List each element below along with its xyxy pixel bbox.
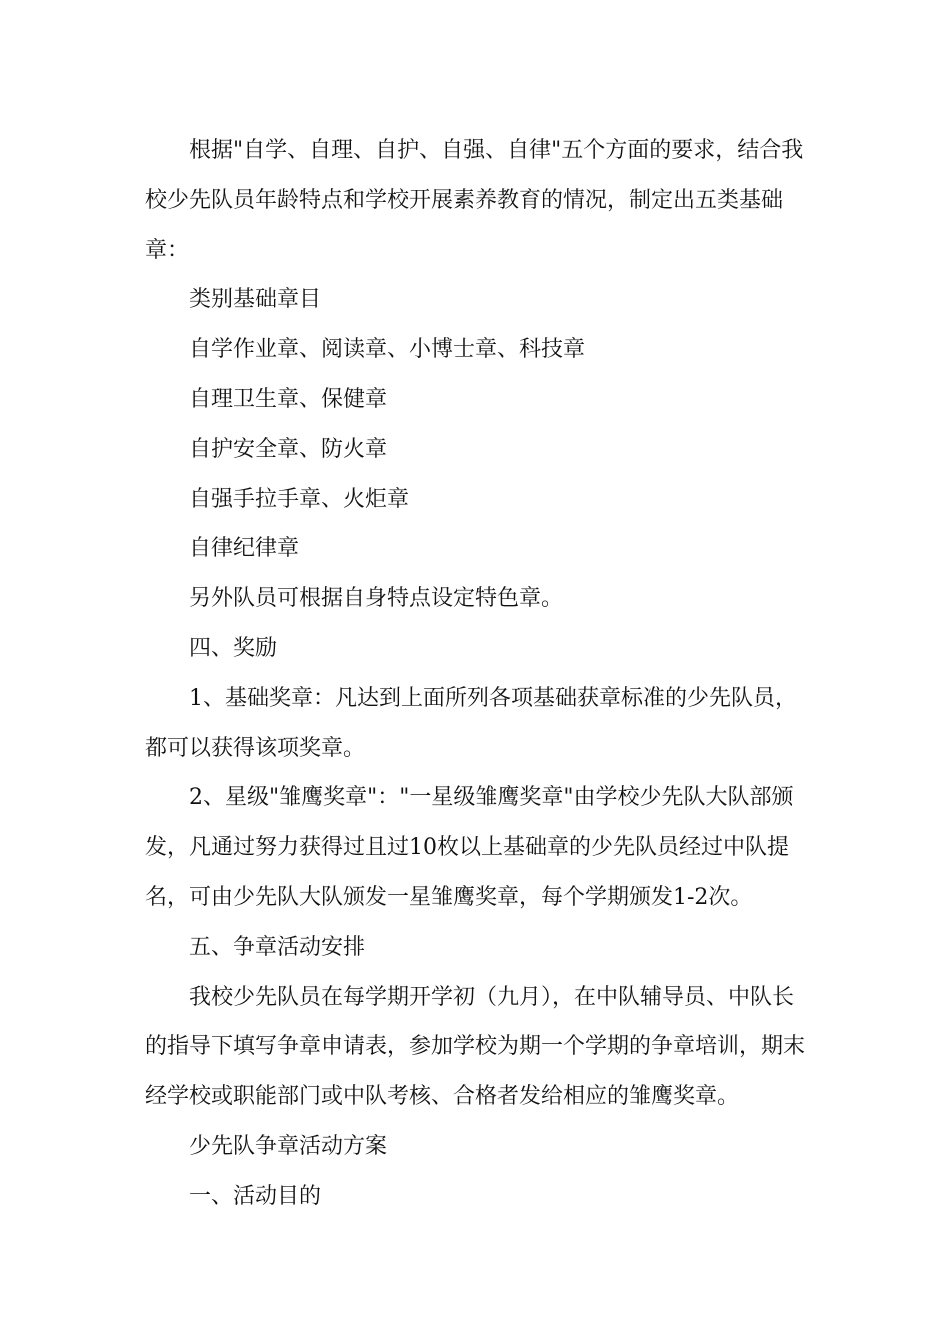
document-subtitle: 少先队争章活动方案 <box>189 1133 388 1159</box>
paragraph-self-study-badges: 自学作业章、阅读章、小博士章、科技章 <box>189 337 586 363</box>
paragraph-self-strength-badges: 自强手拉手章、火炬章 <box>189 486 410 512</box>
paragraph-category-heading: 类别基础章目 <box>189 287 322 313</box>
paragraph-special-badges: 另外队员可根据自身特点设定特色章。 <box>189 586 564 612</box>
section-heading-rewards: 四、奖励 <box>189 635 278 661</box>
paragraph-basic-award: 1、基础奖章：凡达到上面所列各项基础获章标准的少先队员，都可以获得该项奖章。 <box>145 685 797 761</box>
section-heading-activity-schedule: 五、争章活动安排 <box>189 934 366 960</box>
paragraph-requirements-intro: 根据"自学、自理、自护、自强、自律"五个方面的要求，结合我校少先队员年龄特点和学校开展素养教育的情况，制定出五类基础章： <box>145 138 804 263</box>
paragraph-star-award: 2、星级"雏鹰奖章"："一星级雏鹰奖章"由学校少先队大队部颁发，凡通过努力获得过且过10枚以上基础章的少先队员经过中队提名，可由少先队大队颁发一星雏鹰奖章，每个学期颁发1-2次。 <box>145 785 794 910</box>
document-body <box>145 126 810 1222</box>
paragraph-self-care-badges: 自理卫生章、保健章 <box>189 386 388 412</box>
paragraph-self-protection-badges: 自护安全章、防火章 <box>189 436 388 462</box>
paragraph-self-discipline-badges: 自律纪律章 <box>189 536 300 562</box>
section-heading-activity-purpose: 一、活动目的 <box>189 1183 322 1209</box>
paragraph-activity-schedule: 我校少先队员在每学期开学初（九月），在中队辅导员、中队长的指导下填写争章申请表，参加学校为期一个学期的争章培训，期末经学校或职能部门或中队考核、合格者发给相应的雏鹰奖章。 <box>145 984 806 1110</box>
